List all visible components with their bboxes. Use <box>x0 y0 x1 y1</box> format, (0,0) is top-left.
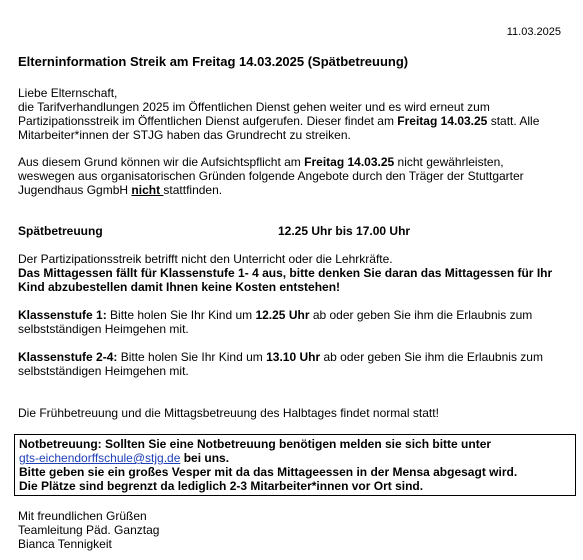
grade2-label: Klassenstufe 2-4: <box>18 350 118 364</box>
grade1-label: Klassenstufe 1: <box>18 308 107 322</box>
grade1-line-1: Klassenstufe 1: Bitte holen Sie Ihr Kind um 12.25 Uhr ab oder geben Sie ihm die Erlaubnis zum <box>18 308 533 322</box>
closing-line-2: Teamleitung Päd. Ganztag <box>18 523 160 537</box>
grade1-time: 12.25 Uhr <box>255 308 310 322</box>
document-date: 11.03.2025 <box>506 26 561 38</box>
emergency-email-link[interactable]: gts-eichendorffschule@stjg.de <box>19 451 181 465</box>
grade2-line-1: Klassenstufe 2-4: Bitte holen Sie Ihr Kind um 13.10 Uhr ab oder geben Sie ihm die Erlaubnis zum <box>18 350 543 364</box>
strike-info-paragraph <box>18 252 570 294</box>
grade1-paragraph <box>18 308 570 336</box>
schedule-label: Spätbetreuung <box>18 224 103 238</box>
lunch-warning-line-2: Kind abzubestellen damit Ihnen keine Kosten entstehen! <box>18 280 341 294</box>
schedule-time: 12.25 Uhr bis 17.00 Uhr <box>278 224 411 238</box>
intro-line-4: Mitarbeiter*innen der STJG haben das Grundrecht zu streiken. <box>18 128 351 142</box>
reason-line-2: weswegen aus organisatorischen Gründen folgende Angebote durch den Träger der Stuttgarter <box>18 169 524 183</box>
reason-line-3: Jugendhaus GgmbH nicht stattfinden. <box>18 183 223 197</box>
grade1-line-2: selbstständigen Heimgehen mit. <box>18 322 189 336</box>
greeting: Liebe Elternschaft, <box>18 86 118 100</box>
reason-line-1: Aus diesem Grund können wir die Aufsichtspflicht am Freitag 14.03.25 nicht gewährleisten, <box>18 155 504 169</box>
signature-name: Bianca Tennigkeit <box>18 537 112 551</box>
intro-line-3: Partizipationsstreik im Öffentlichen Dienst aufgerufen. Dieser findet am Freitag 14.03.25 statt. Alle <box>18 114 540 128</box>
nicht-emphasis: nicht <box>131 183 164 197</box>
reason-paragraph <box>18 155 570 197</box>
grade2-line-2: selbstständigen Heimgehen mit. <box>18 364 189 378</box>
closing-block <box>18 509 570 551</box>
strike-date: Freitag 14.03.25 <box>397 114 488 128</box>
emergency-line-4: Die Plätze sind begrenzt da lediglich 2-3 Mitarbeiter*innen vor Ort sind. <box>19 479 424 493</box>
emergency-line-1: Notbetreuung: Sollten Sie eine Notbetreuung benötigen melden sie sich bitte unter <box>19 437 492 451</box>
closing-line-1: Mit freundlichen Grüßen <box>18 509 147 523</box>
lunch-warning-line-1: Das Mittagessen fällt für Klassenstufe 1- 4 aus, bitte denken Sie daran das Mittagessen für Ihr <box>18 266 553 280</box>
grade2-time: 13.10 Uhr <box>266 350 321 364</box>
emergency-line-2: gts-eichendorffschule@stjg.de bei uns. <box>19 451 230 465</box>
intro-paragraph <box>18 86 570 142</box>
normal-note: Die Frühbetreuung und die Mittagsbetreuung des Halbtages findet normal statt! <box>18 406 439 420</box>
intro-line-2: die Tarifverhandlungen 2025 im Öffentlichen Dienst gehen weiter und es wird erneut zum <box>18 100 490 114</box>
emergency-box <box>14 434 576 496</box>
grade2-paragraph <box>18 350 570 378</box>
document-title: Elterninformation Streik am Freitag 14.03.2025 (Spätbetreuung) <box>18 54 409 69</box>
emergency-line-3: Bitte geben sie ein großes Vesper mit da das Mittageessen in der Mensa abgesagt wird. <box>19 465 518 479</box>
strike-info-line-1: Der Partizipationsstreik betrifft nicht den Unterricht oder die Lehrkräfte. <box>18 252 393 266</box>
